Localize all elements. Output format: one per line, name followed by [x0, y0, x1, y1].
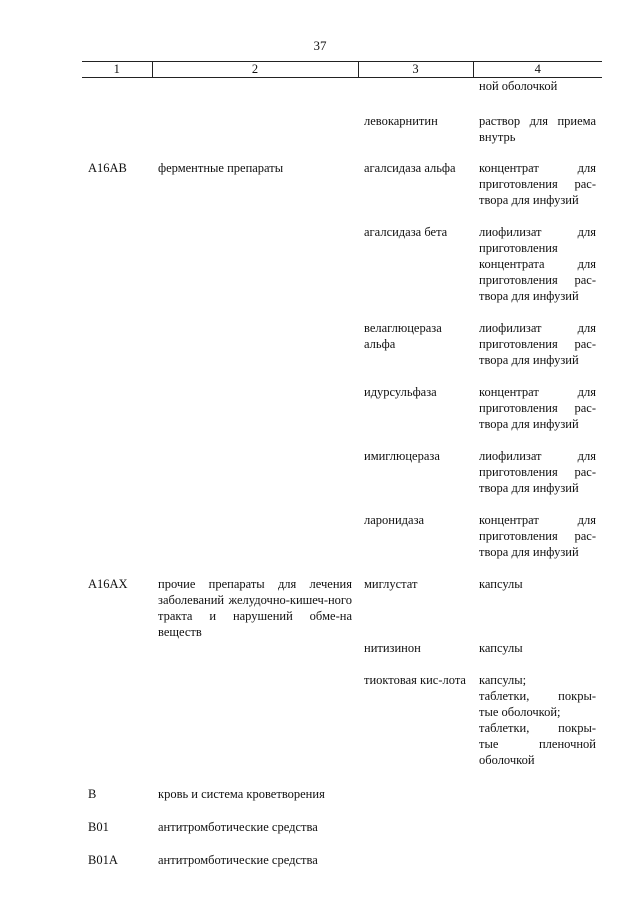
dosage-form-cell: [473, 320, 602, 384]
group-name-cell: прочие препараты для лечения заболеваний желудочно-кишеч-ного тракта и нарушений обме-на веществ: [158, 576, 352, 639]
table-row: [82, 113, 602, 160]
atc-code-cell: [82, 672, 152, 786]
table-row: [82, 819, 602, 852]
drug-name-cell: [358, 78, 473, 113]
drug-table: [82, 61, 602, 885]
table-row: [82, 78, 602, 113]
table-row: [82, 640, 602, 672]
dosage-form-line: твора для инфузий: [479, 288, 579, 303]
table-row: [82, 786, 602, 819]
dosage-form-cell: [473, 384, 602, 448]
drug-name-cell: имиглюцераза: [364, 448, 440, 463]
atc-code-cell: [82, 640, 152, 672]
group-name-cell: [152, 640, 358, 672]
drug-name-cell: велаглюцераза альфа: [364, 320, 442, 351]
dosage-form-cell: [473, 819, 602, 852]
dosage-form-line: лиофилизат для: [479, 224, 596, 239]
dosage-form-line: твора для инфузий: [479, 480, 579, 495]
atc-code-cell: [82, 78, 152, 113]
dosage-form-line: приготовления рас-: [479, 400, 596, 415]
table-row: [82, 672, 602, 786]
dosage-form-cell: [473, 672, 602, 786]
group-name-cell: [152, 384, 358, 448]
group-name-cell: [152, 672, 358, 786]
dosage-form-cell: [473, 160, 602, 224]
dosage-form-line: капсулы;: [479, 672, 527, 687]
drug-name-cell: [358, 786, 473, 819]
dosage-form-line: приготовления рас-: [479, 336, 596, 351]
column-header-2: 2: [152, 62, 358, 78]
table-body: [82, 78, 602, 885]
table-row: [82, 224, 602, 320]
atc-code-cell: A16AB: [88, 160, 127, 175]
table-row: [82, 852, 602, 885]
drug-name-cell: левокарнитин: [364, 113, 438, 128]
dosage-form-line: твора для инфузий: [479, 416, 579, 431]
group-name-cell: [152, 448, 358, 512]
dosage-form-cell: [473, 448, 602, 512]
column-header-3: 3: [358, 62, 473, 78]
column-header-1: 1: [82, 62, 152, 78]
dosage-form-cell: [473, 224, 602, 320]
dosage-form-line: приготовления: [479, 240, 558, 255]
dosage-form-line: тые пленочной: [479, 736, 596, 751]
group-name-cell: [152, 78, 358, 113]
column-header-4: 4: [473, 62, 602, 78]
atc-code-cell: [82, 512, 152, 576]
table-header-row: [82, 62, 602, 78]
group-name-cell: антитромботические средства: [158, 852, 318, 867]
atc-code-cell: [82, 113, 152, 160]
dosage-form-line: капсулы: [479, 640, 523, 655]
dosage-form-line: тые оболочкой;: [479, 704, 561, 719]
dosage-form-line: внутрь: [479, 129, 516, 144]
drug-name-cell: ларонидаза: [364, 512, 425, 527]
group-name-cell: [152, 224, 358, 320]
dosage-form-cell: [473, 576, 602, 640]
dosage-form-line: таблетки, покры-: [479, 688, 596, 703]
table-row: [82, 448, 602, 512]
drug-name-cell: нитизинон: [364, 640, 421, 655]
dosage-form-line: капсулы: [479, 576, 523, 591]
table-row: [82, 160, 602, 224]
atc-code-cell: B: [88, 786, 97, 801]
dosage-form-line: приготовления рас-: [479, 176, 596, 191]
dosage-form-cell: [473, 78, 602, 113]
atc-code-cell: A16AX: [88, 576, 128, 591]
drug-name-cell: агалсидаза бета: [364, 224, 448, 239]
atc-code-cell: B01A: [88, 852, 118, 867]
dosage-form-cell: [473, 512, 602, 576]
table-row: [82, 384, 602, 448]
dosage-form-cell: [473, 786, 602, 819]
dosage-form-line: концентрат для: [479, 512, 596, 527]
atc-code-cell: [82, 448, 152, 512]
atc-code-cell: [82, 384, 152, 448]
dosage-form-line: раствор для приема: [479, 113, 596, 128]
drug-name-cell: тиоктовая кис-лота: [364, 672, 466, 687]
dosage-form-line: приготовления рас-: [479, 464, 596, 479]
dosage-form-line: ной оболочкой: [479, 79, 558, 93]
dosage-form-line: твора для инфузий: [479, 192, 579, 207]
table-row: [82, 320, 602, 384]
dosage-form-line: концентрата для: [479, 256, 596, 271]
table-row: [82, 576, 602, 640]
dosage-form-line: твора для инфузий: [479, 352, 579, 367]
dosage-form-line: приготовления рас-: [479, 272, 596, 287]
group-name-cell: [152, 113, 358, 160]
drug-name-cell: [358, 852, 473, 885]
dosage-form-line: концентрат для: [479, 384, 596, 399]
group-name-cell: [152, 512, 358, 576]
dosage-form-line: таблетки, покры-: [479, 720, 596, 735]
drug-name-cell: агалсидаза альфа: [364, 160, 456, 175]
dosage-form-line: лиофилизат для: [479, 320, 596, 335]
page-number: 37: [313, 38, 327, 53]
dosage-form-cell: [473, 640, 602, 672]
atc-code-cell: [82, 224, 152, 320]
dosage-form-line: твора для инфузий: [479, 544, 579, 559]
group-name-cell: [152, 320, 358, 384]
dosage-form-cell: [473, 113, 602, 160]
drug-name-cell: идурсульфаза: [364, 384, 437, 399]
dosage-form-line: лиофилизат для: [479, 448, 596, 463]
group-name-cell: кровь и система кроветворения: [158, 786, 325, 801]
dosage-form-line: концентрат для: [479, 160, 596, 175]
group-name-cell: ферментные препараты: [158, 160, 284, 175]
atc-code-cell: [82, 320, 152, 384]
dosage-form-line: оболочкой: [479, 752, 535, 767]
dosage-form-line: приготовления рас-: [479, 528, 596, 543]
group-name-cell: антитромботические средства: [158, 819, 318, 834]
atc-code-cell: B01: [88, 819, 109, 834]
dosage-form-cell: [473, 852, 602, 885]
drug-name-cell: миглустат: [364, 576, 418, 591]
table-row: [82, 512, 602, 576]
drug-name-cell: [358, 819, 473, 852]
